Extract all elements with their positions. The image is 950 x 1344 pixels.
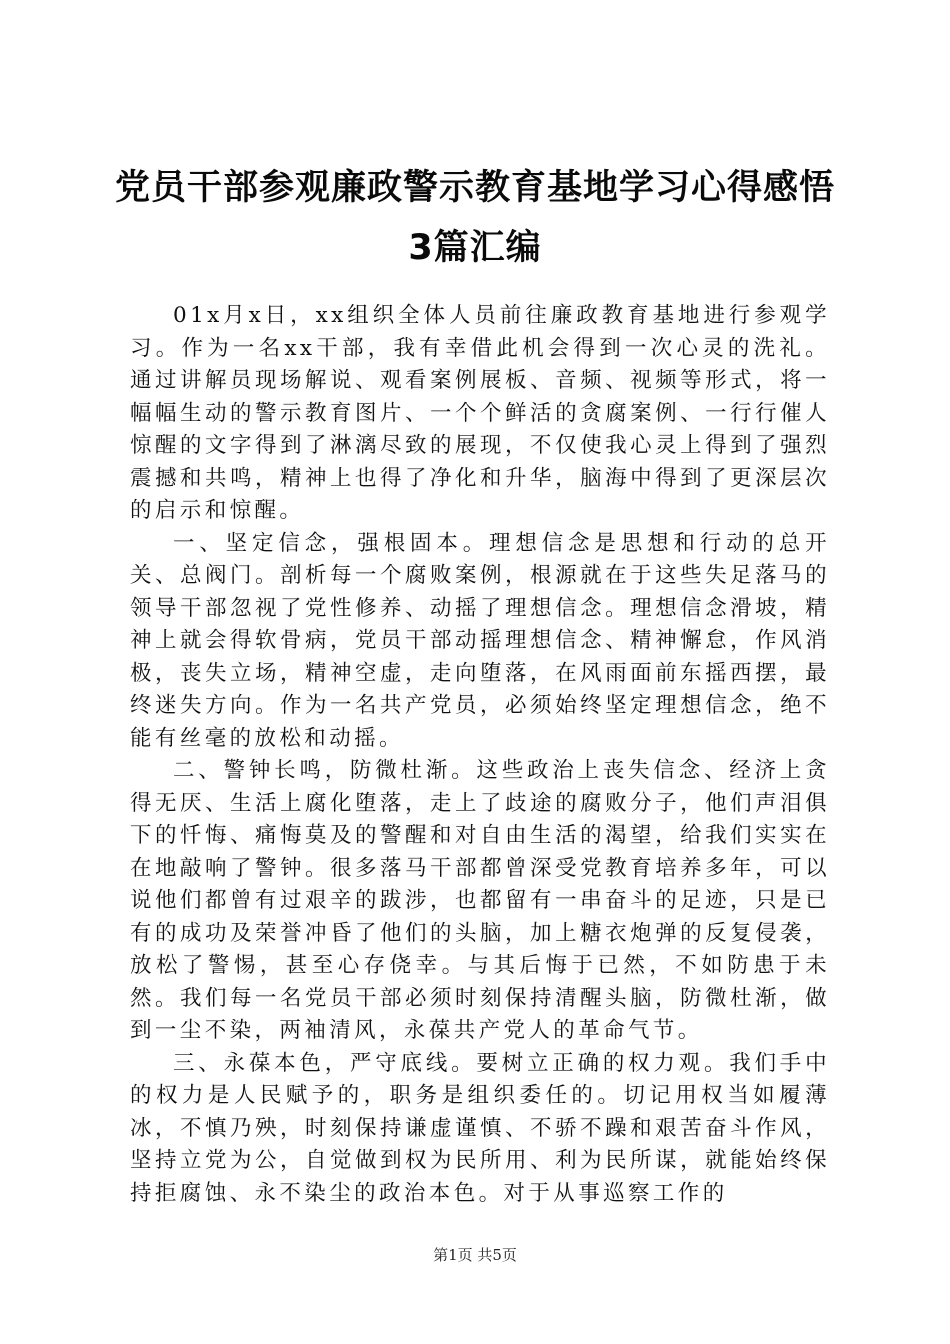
body-paragraph-2: 二、警钟长鸣，防微杜渐。这些政治上丧失信念、经济上贪得无厌、生活上腐化堕落，走上了歧途的腐败分子，他们声泪俱下的忏悔、痛悔莫及的警醒和对自由生活的渴望，给我们实实在在地敲响了警钟。很多落马干部都曾深受党教育培养多年，可以说他们都曾有过艰辛的跋涉，也都留有一串奋斗的足迹，只是已有的成功及荣誉冲昏了他们的头脑，加上糖衣炮弹的反复侵袭，放松了警惕，甚至心存侥幸。与其后悔于已然，不如防患于未然。我们每一名党员干部必须时刻保持清醒头脑，防微杜渐，做到一尘不染，两袖清风，永葆共产党人的革命气节。 [130, 758, 830, 1043]
document-body [130, 300, 830, 1210]
body-paragraph-1: 一、坚定信念，强根固本。理想信念是思想和行动的总开关、总阀门。剖析每一个腐败案例，根源就在于这些失足落马的领导干部忽视了党性修养、动摇了理想信念。理想信念滑坡，精神上就会得软骨病，党员干部动摇理想信念、精神懈怠，作风消极，丧失立场，精神空虚，走向堕落，在风雨面前东摇西摆，最终迷失方向。作为一名共产党员，必须始终坚定理想信念，绝不能有丝毫的放松和动摇。 [130, 530, 830, 751]
document-title-line-2: 3篇汇编 [408, 228, 542, 268]
body-paragraph-3: 三、永葆本色，严守底线。要树立正确的权力观。我们手中的权力是人民赋予的，职务是组织委任的。切记用权当如履薄冰，不慎乃殃，时刻保持谦虚谨慎、不骄不躁和艰苦奋斗作风，坚持立党为公，自觉做到权为民所用、利为民所谋，就能始终保持拒腐蚀、永不染尘的政治本色。对于从事巡察工作的 [130, 1050, 830, 1206]
page-footer: 第1页 共5页 [433, 1246, 517, 1264]
document-title-line-1: 党员干部参观廉政警示教育基地学习心得感悟 [114, 168, 835, 208]
body-paragraph-intro: 01x月x日，xx组织全体人员前往廉政教育基地进行参观学习。作为一名xx干部，我有幸借此机会得到一次心灵的洗礼。通过讲解员现场解说、观看案例展板、音频、视频等形式，将一幅幅生动的警示教育图片、一个个鲜活的贪腐案例、一行行催人惊醒的文字得到了淋漓尽致的展现，不仅使我心灵上得到了强烈震撼和共鸣，精神上也得了净化和升华，脑海中得到了更深层次的启示和惊醒。 [130, 303, 830, 523]
